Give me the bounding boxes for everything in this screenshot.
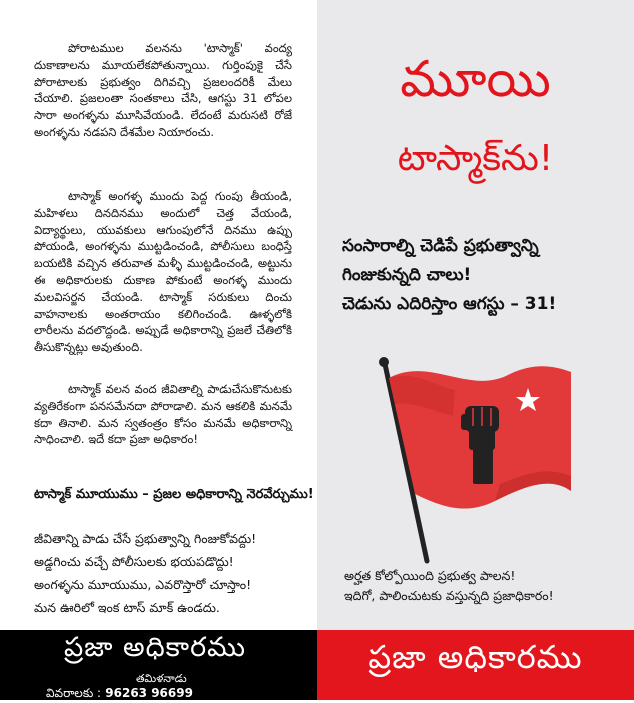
bottom-right-banner xyxy=(317,630,634,700)
paragraph-1: పోరాటముల వలనను 'టాస్మాక్' వంద్య దుకాణాలను మూయలేకపోతున్నాయి. గుర్తింపుకై చేసే పోరాటాలకు ప్రభుత్వం దిగివచ్చి ప్రజలందరికీ మేలు చేయాలి. ప్రజలంతా సంతకాలు చేసి, ఆగస్టు 31 లోపల సారా అంగళ్ళను మూసివేయండి. లేదంటే మరుసటి రోజే అంగళ్ళను నడపని దేశమేల నియారంచు. xyxy=(34,41,292,139)
title-line-2: టాస్మాక్‌ను! xyxy=(397,138,554,179)
left-column xyxy=(0,0,317,700)
title-line-1: మూయి xyxy=(400,50,551,108)
caption xyxy=(344,566,629,606)
caption-line-1: అర్హత కోల్పోయింది ప్రభుత్వ పాలన! xyxy=(344,568,516,583)
red-flag-fist-icon xyxy=(375,356,575,566)
bottom-left-banner xyxy=(0,630,317,700)
paragraph-2: టాస్మాక్ అంగళ్ళ ముందు పెద్ద గుంపు తీయండి, మహిళలు దినదినము అందులో చెత్త వేయండి, విద్యార్థులు, యువకులు ఆగుంపులోనే దినము ఉప్పు పోయండి, అంగళ్ళను ముట్టడించండి, పోలీసులు బంధిస్తే బయటికి వచ్చిన తరువాత మళ్ళీ ముట్టడించండి, అట్టును ఈ అధికారులకు దుకాణ పోకుంటే అంగళ్ళ ముందు మలవిసర్జన చేయండి. టాస్మాక్ సరుకులు దించు వాహనాలకు అంతరాయం కలిగించండి. ఊళ్ళలోకి లారీలను వదలొద్దండి. అప్పుడే అధికారాన్ని ప్రజలే చేతిలోకి తీసుకొన్నట్లు అవుతుంది. xyxy=(34,189,292,355)
org-name: ప్రజా అధికారము xyxy=(64,632,247,663)
caption-line-2: ఇదిగో, పాలించుటకు వస్తున్నది ప్రజాధికారం! xyxy=(344,588,554,603)
slogan-item: మన ఊరిలో ఇంక టాస్ మాక్ ఉండదు. xyxy=(34,600,220,615)
slogan-main-2: చెడును ఎదిరిస్తాం ఆగస్టు – 31! xyxy=(342,294,557,314)
slogan-item: అడ్డగించు వచ్చే పోలీసులకు భయపడొద్దు! xyxy=(34,554,234,569)
slogan-main-1: సంసారాల్ని చెడిపే ప్రభుత్వాన్ని గింజుకున్నది చాలు! xyxy=(342,236,539,285)
state-label: తమిళనాడు xyxy=(136,672,187,685)
paragraph-3: టాస్మాక్ వలన వంద జీవితాల్ని పాడుచేసుకొనుటకు వ్యతిరేకంగా పనసమేనదా పోరాడాలి. మన ఆకలికి మనమే కదా తినాలి. మన స్వతంత్రం కోసం మనమే అధికారాన్ని సాధించాలి. ఇదే కదా ప్రజా అధికారం! xyxy=(34,382,292,447)
slogan-item: జీవితాన్ని పాడు చేసే ప్రభుత్వాన్ని గింజుకోవద్దు! xyxy=(34,531,257,546)
slogan-item: అంగళ్ళను మూయుము, ఎవరొస్తారో చూస్తాం! xyxy=(34,577,252,592)
contact-line xyxy=(46,686,193,703)
headline: టాస్మాక్ మూయుము – ప్రజల అధికారాన్ని నెరవేర్చుము! xyxy=(34,487,314,502)
contact-label: వివరాలకు : xyxy=(46,686,102,700)
phone-number: 96263 96699 xyxy=(105,686,193,700)
org-name-red: ప్రజా అధికారము xyxy=(368,638,583,676)
slogan-list xyxy=(34,527,304,619)
